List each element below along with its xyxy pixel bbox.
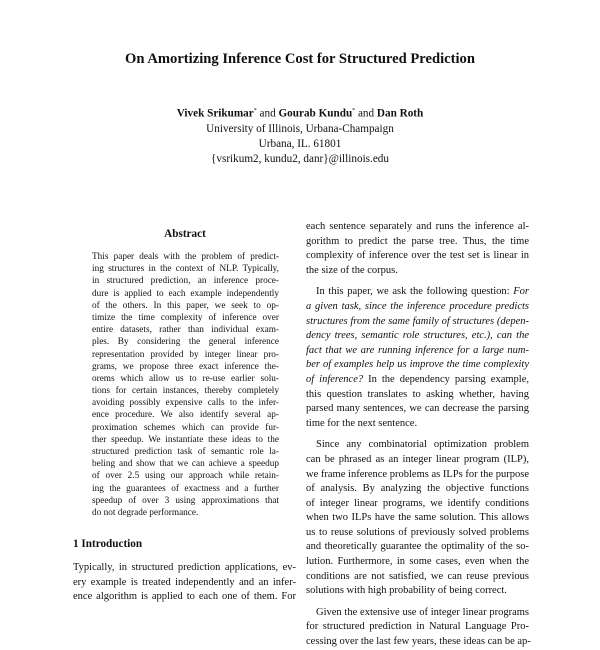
body-line	[306, 358, 529, 373]
body-line: of integer linear programs, we identify conditions	[306, 497, 529, 509]
body-line: can be phrased as an integer linear program (ILP),	[306, 453, 529, 465]
body-text-italic: structures from the same family of structures (depen-	[306, 315, 529, 327]
abstract-line: beling and show that we can achieve a speedup	[92, 459, 279, 470]
abstract-line: dure is applied to each example independently	[92, 288, 279, 299]
abstract-line: ing the guarantees of exactness and a further	[92, 483, 279, 494]
paragraph-gap	[306, 431, 529, 438]
abstract-line: proximation schemes which can provide fur-	[92, 422, 279, 433]
author-mark: *	[352, 108, 356, 114]
body-text-italic: of inference?	[306, 373, 364, 385]
author-name: Dan Roth	[376, 107, 424, 120]
abstract-line: in structured prediction, an inference proce-	[92, 276, 279, 287]
body-line: when two ILPs have the same solution. This allows	[306, 512, 529, 524]
body-line: the size of the corpus.	[306, 264, 398, 276]
affiliation: University of Illinois, Urbana-Champaign	[206, 122, 394, 135]
abstract-line: tions for certain instances, thereby completely	[92, 386, 279, 397]
body-line	[306, 300, 529, 315]
abstract-line: of the others. In this paper, we seek to op-	[92, 300, 279, 311]
body-line: Given the extensive use of integer linear programs	[316, 606, 529, 618]
body-line: solutions with high probability of being correct.	[306, 585, 507, 597]
abstract-line: ther speedup. We instantiate these ideas to the	[92, 434, 279, 445]
abstract-line: speedup of over 3 using approximations that	[92, 495, 279, 506]
body-line: this question translates to asking whether, having	[306, 388, 529, 400]
body-line: Since any combinatorial optimization problem	[316, 439, 529, 451]
body-line: gorithm to predict the parse tree. Thus, the time	[306, 235, 529, 247]
abstract-line: This paper deals with the problem of predict-	[92, 252, 279, 262]
body-line	[306, 373, 529, 388]
abstract-line: orems which allow us to re-use earlier solu-	[92, 373, 279, 384]
abstract-line: representation provided by integer linear pro-	[92, 349, 279, 360]
body-line	[306, 329, 529, 344]
section-heading: 1 Introduction	[73, 538, 143, 550]
body-text-italic: ber of examples help us improve the time complexity	[306, 359, 529, 371]
right-column	[306, 220, 529, 650]
abstract-line: do not degrade performance.	[92, 507, 199, 518]
body-line: of analysis. By analyzing the objective functions	[306, 483, 529, 495]
body-line: complexity of inference over the test set is linear in	[306, 250, 529, 262]
abstract-line: ing structures in the context of NLP. Typically,	[92, 264, 279, 275]
body-line: lution. Furthermore, in some cases, even when the	[306, 556, 529, 568]
author-block	[0, 104, 600, 167]
body-line: for structured prediction in Natural Language Pro-	[306, 621, 529, 633]
abstract-heading: Abstract	[164, 228, 206, 240]
body-line: each sentence separately and runs the inference al-	[306, 221, 529, 232]
body-line: time for the next sentence.	[306, 417, 418, 429]
abstract-line: entire datasets, rather than individual exam-	[92, 325, 279, 336]
body-line	[306, 344, 529, 359]
body-line: cessing over the last few years, these ideas can be ap-	[306, 636, 531, 648]
body-text-italic: For	[513, 286, 530, 298]
abstract-line: grams, we propose three exact inference the-	[92, 361, 279, 372]
author-name: Gourab Kundu	[278, 107, 353, 120]
author-mark: *	[253, 108, 257, 114]
intro-line: ery example is treated independently and an infer-	[73, 576, 296, 588]
body-line	[306, 315, 529, 330]
abstract-line: avoiding possibly expensive calls to the infer-	[92, 398, 279, 409]
emails: {vsrikum2, kundu2, danr}@illinois.edu	[211, 152, 389, 165]
body-text: In this paper, we ask the following question:	[316, 286, 510, 298]
author-connector: and	[259, 107, 276, 120]
location: Urbana, IL. 61801	[258, 137, 342, 150]
abstract-line: timize the time complexity of inference over	[92, 312, 279, 323]
body-text-italic: fact that we are running inference for a large num-	[306, 344, 529, 356]
intro-line: Typically, in structured prediction applications, ev-	[73, 562, 296, 573]
author-names	[0, 104, 600, 122]
paragraph-gap	[306, 278, 529, 285]
abstract-line: ples. By considering the general inference	[92, 337, 279, 348]
body-line	[306, 285, 529, 300]
body-text-italic: a given task, since the inference procedure predicts	[306, 300, 529, 312]
abstract-line: of over 2.5 using our approach while retain-	[92, 471, 279, 482]
body-line: parsed many sentences, we can decrease the parsing	[306, 403, 529, 415]
body-line: conditions are not satisfied, we can reuse previous	[306, 570, 529, 582]
author-connector: and	[357, 107, 375, 120]
body-line: we frame inference problems as ILPs for the purpose	[306, 468, 529, 480]
abstract-line: structured prediction task of semantic role la-	[92, 447, 279, 457]
paper-title: On Amortizing Inference Cost for Structured Prediction	[125, 51, 475, 67]
abstract-body	[92, 251, 279, 519]
body-line: and theoretically guarantee the optimality of the so-	[306, 541, 529, 553]
intro-body	[73, 561, 296, 605]
body-text: In the dependency parsing example,	[363, 373, 529, 385]
body-text-italic: dency trees, semantic role structures, etc.), can the	[306, 330, 529, 342]
body-line: us to reuse solutions of previously solved problems	[306, 526, 529, 538]
author-name: Vivek Srikumar	[176, 107, 254, 120]
intro-line: ence algorithm is applied to each one of them. For	[73, 591, 296, 603]
abstract-line: ence procedure. We also identify several ap-	[92, 410, 279, 421]
